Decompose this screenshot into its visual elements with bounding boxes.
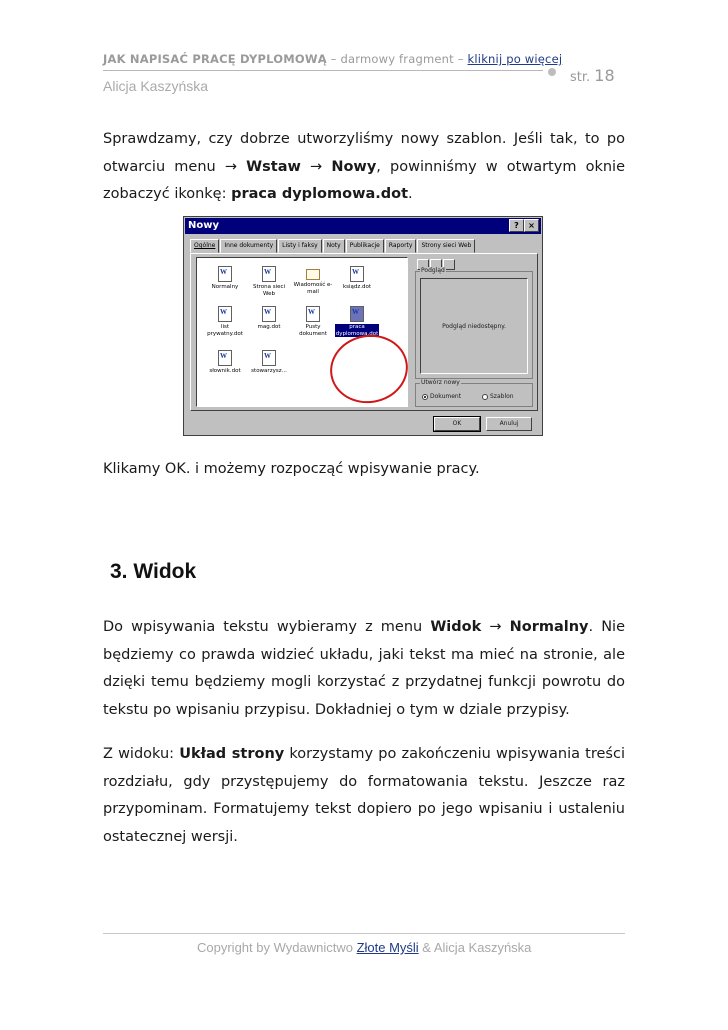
text-run: Sprawdzamy, czy dobrze utworzyliśmy nowy szablon. Jeśli tak, to po otwarciu menu → — [103, 131, 625, 175]
running-header-title — [103, 52, 562, 66]
preview-area — [420, 278, 528, 374]
template-item-blank[interactable] — [291, 306, 335, 337]
dialog-title: Nowy — [188, 220, 219, 231]
book-title: JAK NAPISAĆ PRACĘ DYPLOMOWĄ — [103, 52, 327, 66]
header-fragment-label: darmowy fragment — [340, 52, 454, 66]
footer-copyright — [197, 940, 531, 955]
word-document-icon — [218, 266, 232, 282]
paragraph-page-layout — [103, 741, 625, 851]
radio-label: Dokument — [430, 393, 462, 400]
close-icon[interactable]: × — [524, 219, 539, 232]
menu-normal: Normalny — [509, 619, 589, 635]
template-label: słownik.dot — [209, 368, 241, 374]
template-item-dictionary[interactable] — [203, 350, 247, 375]
template-label: list prywatny.dot — [207, 324, 243, 337]
template-item-ksiadz[interactable] — [335, 266, 379, 291]
tab-letters-faxes[interactable]: Listy i faksy — [278, 239, 321, 253]
bullet-dot-icon — [548, 68, 556, 76]
text-run: korzystamy po zakończeniu wpisywania treści rozdziału, gdy przystępujemy do formatowania tekstu. Jeszcze raz przypominam. Formatujemy tekst dopiero po jego wpisaniu i ustaleniu ostatecznej wersji. — [103, 746, 625, 845]
template-label: mag.dot — [257, 324, 281, 330]
page-number — [570, 66, 615, 85]
tab-web-pages[interactable]: Strony sieci Web — [417, 239, 475, 253]
template-label: praca dyplomowa.dot — [335, 324, 379, 337]
cancel-button[interactable]: Anuluj — [486, 417, 532, 431]
radio-template[interactable] — [482, 393, 514, 400]
template-label: Normalny — [211, 284, 239, 290]
text-run: . — [408, 186, 413, 202]
text-run: . Nie będziemy co prawda widzieć układu, jaki tekst ma mieć na stronie, ale dzięki temu będziemy mogli korzystać z przydatnej funkcji powrotu do tekstu po wpisaniu przypisu. Dokładniej o tym w dziale przypisy. — [103, 619, 626, 718]
footer-rule — [103, 933, 625, 934]
header-rule — [103, 70, 543, 71]
text-run: → — [300, 158, 332, 175]
text-run: Do wpisywania tekstu wybieramy z menu — [103, 619, 431, 635]
more-link[interactable]: kliknij po więcej — [467, 52, 563, 66]
word-document-icon — [218, 306, 232, 322]
create-new-label: Utwórz nowy — [421, 379, 460, 386]
footer-text: Copyright by Wydawnictwo — [197, 940, 357, 955]
page-label: str. — [570, 70, 591, 85]
tab-other-documents[interactable]: Inne dokumenty — [220, 239, 277, 253]
text-run: → — [481, 619, 510, 635]
template-label: Pusty dokument — [299, 324, 327, 337]
template-item-normal[interactable] — [203, 266, 247, 291]
template-label: stowarzysz... — [251, 368, 287, 374]
new-document-dialog — [183, 216, 543, 436]
dialog-tabs — [190, 239, 476, 253]
menu-new: Nowy — [331, 158, 377, 175]
help-icon[interactable]: ? — [509, 219, 524, 232]
word-document-icon — [350, 266, 364, 282]
section-heading: 3. Widok — [110, 560, 197, 583]
radio-document[interactable] — [422, 393, 461, 400]
text-run: Z widoku: — [103, 746, 180, 762]
tab-memos[interactable]: Noty — [323, 239, 345, 253]
word-document-icon — [218, 350, 232, 366]
envelope-icon — [306, 269, 320, 280]
word-document-icon — [262, 266, 276, 282]
template-label: Strona sieci Web — [252, 284, 286, 297]
tab-general[interactable]: Ogólne — [190, 239, 219, 253]
paragraph-view-normal — [103, 614, 625, 724]
template-item-private-letter[interactable] — [203, 306, 247, 337]
tab-reports[interactable]: Raporty — [385, 239, 417, 253]
template-item-thesis[interactable] — [335, 306, 379, 337]
menu-insert: Wstaw — [246, 158, 301, 175]
radio-label: Szablon — [490, 393, 514, 400]
paragraph-click-ok: Klikamy OK. i możemy rozpocząć wpisywanie pracy. — [103, 461, 480, 477]
menu-view: Widok — [430, 619, 482, 635]
template-item-web-page[interactable] — [247, 266, 291, 297]
dialog-titlebar — [185, 218, 541, 234]
template-list — [196, 257, 408, 407]
preview-group — [415, 267, 533, 379]
header-author: Alicja Kaszyńska — [103, 78, 209, 94]
header-separator: – — [326, 52, 341, 66]
preview-text: Podgląd niedostępny. — [442, 322, 506, 330]
word-document-icon — [262, 306, 276, 322]
template-label: Wiadomość e-mail — [293, 282, 333, 295]
create-new-group — [415, 379, 533, 407]
paragraph-intro — [103, 126, 625, 209]
preview-label: Podgląd — [421, 267, 445, 274]
page-layout-term: Układ strony — [179, 746, 285, 762]
tab-publications[interactable]: Publikacje — [346, 239, 384, 253]
template-item-email[interactable] — [291, 266, 335, 295]
template-name: praca dyplomowa.dot — [231, 186, 409, 202]
radio-selected-icon — [422, 394, 428, 400]
highlight-circle — [325, 329, 414, 410]
ok-button[interactable]: OK — [434, 417, 480, 431]
template-item-mag[interactable] — [247, 306, 291, 331]
page-number-value: 18 — [594, 66, 615, 85]
footer-text: & Alicja Kaszyńska — [418, 940, 532, 955]
template-item-association[interactable] — [247, 350, 291, 375]
radio-empty-icon — [482, 394, 488, 400]
word-document-icon — [262, 350, 276, 366]
text-run: , powinniśmy w otwartym oknie zobaczyć ikonkę: — [103, 158, 625, 202]
publisher-link[interactable]: Złote Myśli — [356, 940, 419, 955]
word-document-icon — [350, 306, 364, 322]
word-document-icon — [306, 306, 320, 322]
header-separator: – — [453, 52, 468, 66]
template-label: ksiądz.dot — [342, 284, 372, 290]
